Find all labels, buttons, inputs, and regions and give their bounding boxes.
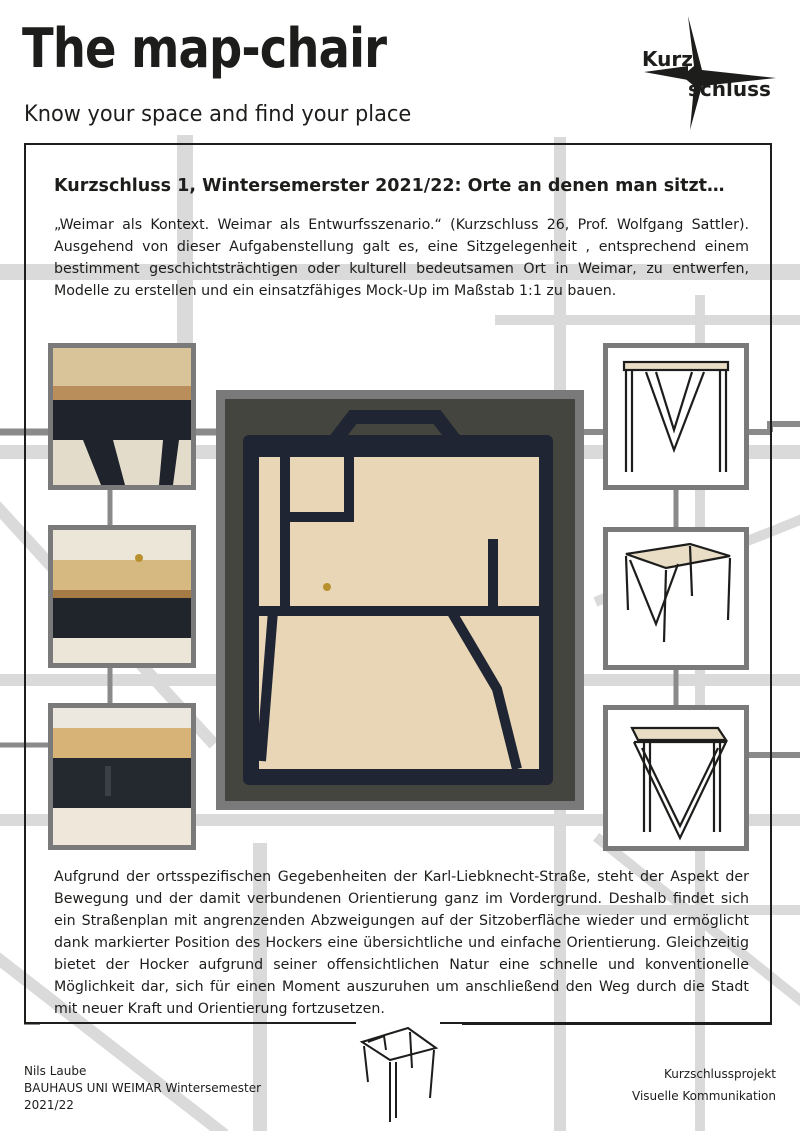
page-title: The map-chair [22,17,387,80]
detail-photo-2 [48,525,196,668]
logo-text-schluss: schluss [688,77,771,101]
chair-drawing-perspective [603,527,749,670]
chair-drawing-side [603,705,749,851]
footer-credits [24,1063,261,1114]
intro-paragraph: „Weimar als Kontext. Weimar als Entwurfsszenario.“ (Kurzschluss 26, Prof. Wolfgang Sattler). Ausgehend von dieser Aufgabenstellung galt es, eine Sitzgelegenheit , entsprechend einem bestimment geschichtsträchtigen oder kulturell bedeutsamen Ort in Weimar, zu entwerfen, Modelle zu erstellen und ein einsatzfähiges Mock-Up im Maßstab 1:1 zu bauen. [54,217,749,299]
section-title: Kurzschluss 1, Wintersemerster 2021/22: Orte an denen man sitzt… [54,176,725,196]
footer-chair-drawing [356,1020,440,1128]
author-name: Nils Laube [24,1064,87,1078]
project-type: Kurzschlussprojekt [663,1067,776,1081]
institution: BAUHAUS UNI WEIMAR Wintersemester [24,1081,262,1095]
logo-text-kurz: Kurz [642,47,693,71]
chair-drawing-front [603,343,749,490]
kurzschluss-logo [636,14,778,132]
detail-photo-1 [48,343,196,490]
footer-project [632,1063,776,1107]
description-paragraph: Aufgrund der ortsspezifischen Gegebenheiten der Karl-Liebknecht-Straße, steht der Aspekt der Bewegung und der damit verbundenen Orientierung ganz im Vordergrund. Deshalb findet sich ein Straßenplan mit angrenzenden Abzweigungen auf der Sitzoberfläche wieder und ermöglicht dank markierter Position des Hockers eine übersichtliche und einfache Orientierung. Gleichzeitig bietet der Hocker aufgrund seiner offensichtlichen Natur eine schnelle und konventionelle Möglichkeit dar, sich für einen Moment auszuruhen um anschließend den Weg durch die Stadt mit neuer Kraft und Orientierung fortzusetzen. [54,869,749,1017]
detail-photo-3 [48,703,196,850]
seat-top-view-photo [216,390,584,810]
course-name: Visuelle Kommunikation [632,1089,776,1103]
term: 2021/22 [24,1098,74,1112]
page-subtitle: Know your space and find your place [24,102,412,127]
